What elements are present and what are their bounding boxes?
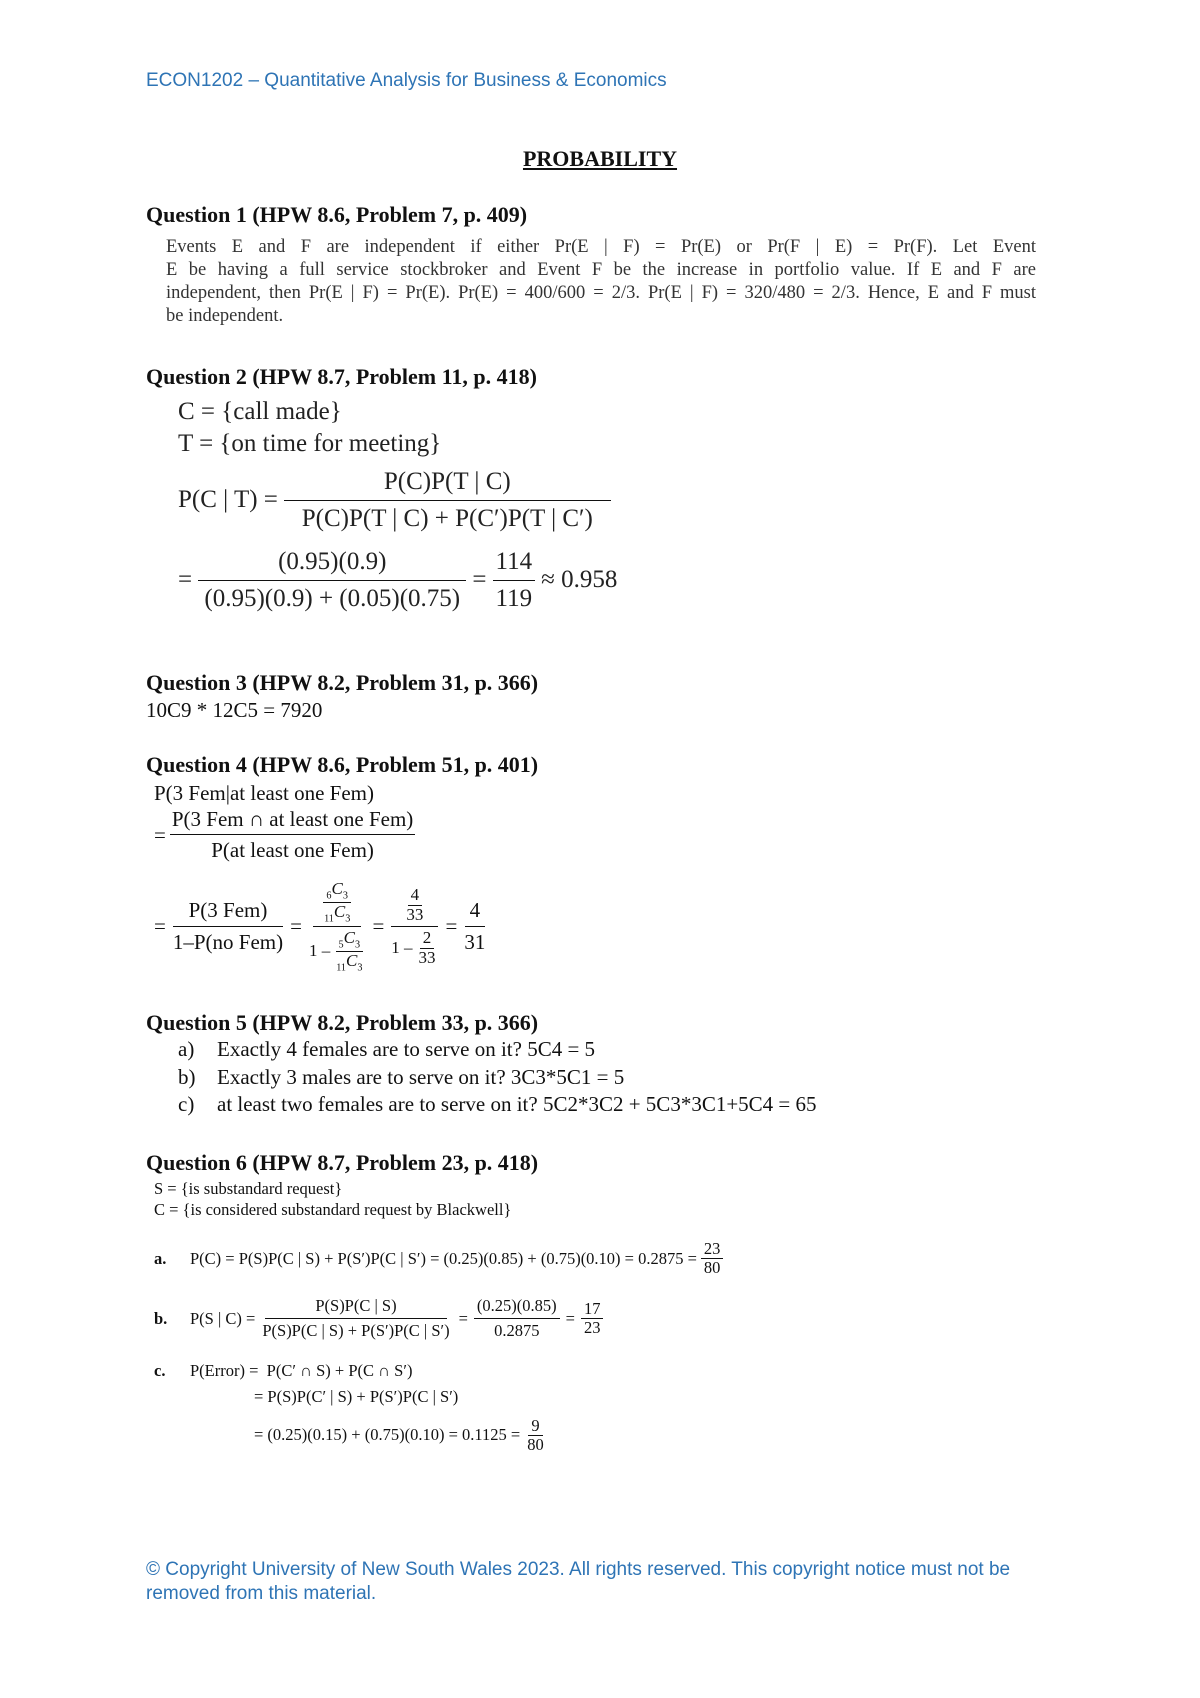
q2-value-fraction	[198, 548, 466, 612]
list-item	[178, 1091, 817, 1119]
q2-fraction	[284, 468, 611, 532]
q6-b-num2: (0.25)(0.85)	[474, 1297, 560, 1319]
q3-heading: Question 3 (HPW 8.2, Problem 31, p. 366)	[146, 670, 539, 695]
q6-def-c: C = {is considered substandard request by Blackwell}	[154, 1200, 512, 1219]
q6-b-lhs: P(S | C) =	[190, 1308, 256, 1328]
q2-denominator: P(C)P(T | C) + P(C′)P(T | C′)	[301, 504, 593, 532]
q2-def-c: C = {call made}	[178, 398, 342, 425]
list-marker: b)	[178, 1064, 196, 1089]
q6-c-line1: P(Error) = P(C′ ∩ S) + P(C ∩ S′)	[190, 1360, 413, 1380]
q2-heading: Question 2 (HPW 8.7, Problem 11, p. 418)	[146, 364, 537, 389]
q5-answer-list	[178, 1036, 817, 1119]
copyright-footer: © Copyright University of New South Wales 2023. All rights reserved. This copyright notice must not be removed from this material.	[146, 1559, 1011, 1604]
q4-frac1-num: P(3 Fem ∩ at least one Fem)	[170, 808, 415, 835]
q6-def-s: S = {is substandard request}	[154, 1179, 343, 1198]
q4-result	[461, 899, 488, 954]
q4-2-33	[416, 929, 439, 967]
q4-answer	[154, 780, 488, 974]
q5-heading: Question 5 (HPW 8.2, Problem 33, p. 366)	[146, 1010, 539, 1035]
q4-c53: $_5C_3$	[336, 929, 364, 952]
q4-line1: P(3 Fem|at least one Fem)	[154, 781, 374, 805]
page-title: PROBABILITY	[522, 146, 678, 171]
q2-result-numerator: 114	[493, 548, 536, 581]
q6-b-fraction1	[259, 1297, 452, 1340]
q4-33: 33	[406, 904, 424, 924]
q4-frac3	[306, 880, 369, 973]
q2-answer	[178, 396, 617, 612]
q3-answer: 10C9 * 12C5 = 7920	[146, 698, 323, 722]
q4-frac3-num	[313, 880, 361, 927]
q2-value-denominator: (0.95)(0.9) + (0.05)(0.75)	[204, 584, 461, 612]
q1-heading: Question 1 (HPW 8.6, Problem 7, p. 409)	[146, 202, 528, 227]
q2-value-numerator: (0.95)(0.9)	[198, 548, 466, 581]
q6-b-den3: 23	[583, 1318, 601, 1338]
q1-answer	[166, 236, 1036, 328]
q6-c-line3-row	[254, 1417, 723, 1454]
list-marker: a)	[178, 1037, 195, 1061]
list-item-text: Exactly 3 males are to serve on it? 3C3*5C1 = 5	[217, 1064, 625, 1089]
q4-4: 4	[408, 886, 423, 906]
list-item	[178, 1064, 817, 1092]
q6-b-num1: P(S)P(C | S)	[265, 1297, 446, 1319]
q2-computation: = $\frac{(0.95)(0.9)}{(0.95)(0.9) + (0.05)(0.75)}$ = $\frac{114}{119}$ ≈ 0.958	[178, 548, 618, 612]
q6-c-label: c.	[154, 1360, 166, 1380]
q4-frac2	[170, 899, 286, 954]
q6-b-den1: P(S)P(C | S) + P(S′)P(C | S′)	[262, 1321, 450, 1341]
q2-lhs: P(C | T) =	[178, 486, 278, 513]
q2-approx: ≈ 0.958	[541, 566, 618, 593]
q4-c63-fraction	[321, 880, 353, 924]
q6-heading: Question 6 (HPW 8.7, Problem 23, p. 418)	[146, 1150, 539, 1175]
q4-c53-fraction	[333, 929, 365, 973]
q4-frac4-num	[391, 886, 438, 927]
q6-answer	[154, 1178, 723, 1454]
q2-def-t: T = {on time for meeting}	[178, 430, 442, 457]
q4-frac1	[170, 808, 415, 862]
q6-a-fraction	[701, 1240, 724, 1277]
q6-b-num3: 17	[581, 1300, 604, 1319]
q1-line: be independent.	[166, 306, 284, 326]
q2-result-fraction	[493, 548, 536, 612]
q4-conditional: = $\frac{\text{P(3 Fem ∩ at least one Fem)}}{\text{P(at least one Fem)}}$	[154, 807, 414, 863]
q4-33b: 33	[418, 948, 436, 968]
q6-c-line2: = P(S)P(C′ | S) + P(S′)P(C | S′)	[254, 1386, 459, 1406]
q6-c-line3: = (0.25)(0.15) + (0.75)(0.10) = 0.1125 =	[254, 1425, 521, 1445]
q4-4-33	[403, 886, 426, 924]
q4-c63: $_6C_3$	[323, 880, 351, 903]
q4-frac4	[388, 886, 441, 968]
q6-b-fraction3	[581, 1300, 604, 1337]
q4-2: 2	[420, 929, 435, 949]
q1-line: E be having a full service stockbroker and Event F be the increase in portfolio value. If E and F are	[166, 260, 1036, 280]
q6-b-fraction2	[474, 1297, 560, 1340]
q4-frac4-den: 1 – $\frac{2}{33}$	[388, 927, 441, 967]
q6-part-b: b. P(S | C) = $\frac{P(S)P(C | S)}{P(S)P(C | S) + P(S')P(C | S')}$ = $\frac{(0.25)(0.85)}{0.2875}$ = $\frac{17}{23}$	[154, 1297, 723, 1340]
q1-line: independent, then Pr(E | F) = Pr(E). Pr(E) = 400/600 = 2/3. Pr(E | F) = 320/480 = 2/3. Hence, E and F must	[166, 283, 1036, 303]
q6-a-equation: P(C) = P(S)P(C | S) + P(S′)P(C | S′) = (0.25)(0.85) + (0.75)(0.10) = 0.2875 =	[190, 1248, 697, 1268]
q6-a-num: 23	[701, 1240, 724, 1259]
list-item	[178, 1036, 817, 1064]
q6-a-den: 80	[703, 1258, 721, 1278]
q2-numerator: P(C)P(T | C)	[284, 468, 611, 501]
q6-a-label: a.	[154, 1248, 167, 1268]
q4-frac3-den: 1 – $\frac{_5C_3}{_{11}C_3}$	[306, 927, 369, 973]
q4-frac1-den: P(at least one Fem)	[211, 838, 374, 863]
q4-frac2-den: 1–P(no Fem)	[172, 930, 284, 955]
q6-c-fraction	[524, 1417, 547, 1454]
q4-c113: $_{11}C_3$	[324, 901, 351, 925]
list-marker: c)	[178, 1092, 195, 1116]
q4-result-den: 31	[464, 930, 486, 955]
q2-result-denominator: 119	[495, 584, 533, 612]
q4-computation: = $\frac{\text{P(3 Fem)}}{\text{1–P(no Fem)}}$ = $\frac{_6C_3}{_{11}C_3}$ 1 – $\frac{_5C_3}{_{11}C_3}$ = $\frac{4}{33}$ 1 – $\frac{2}{33}$ = $\frac{4}{31}$	[154, 880, 488, 973]
q6-b-den2: 0.2875	[494, 1321, 540, 1341]
course-header: ECON1202 – Quantitative Analysis for Business & Economics	[146, 70, 667, 91]
q1-line: Events E and F are independent if either Pr(E | F) = Pr(E) or Pr(F | E) = Pr(F). Let Event	[166, 237, 1036, 257]
list-item-text: at least two females are to serve on it? 5C2*3C2 + 5C3*3C1+5C4 = 65	[217, 1092, 817, 1116]
q6-part-c	[154, 1361, 723, 1381]
q6-b-label: b.	[154, 1308, 168, 1328]
q6-part-a	[154, 1240, 723, 1277]
q6-c-num: 9	[528, 1417, 542, 1436]
list-item-text: Exactly 4 females are to serve on it? 5C4 = 5	[217, 1037, 596, 1061]
q4-c113b: $_{11}C_3$	[336, 951, 363, 974]
q2-bayes-formula	[178, 468, 617, 532]
q4-frac2-num: P(3 Fem)	[173, 899, 284, 927]
q4-heading: Question 4 (HPW 8.6, Problem 51, p. 401)	[146, 752, 539, 777]
q6-c-den: 80	[527, 1434, 544, 1454]
q4-result-num: 4	[465, 899, 486, 927]
